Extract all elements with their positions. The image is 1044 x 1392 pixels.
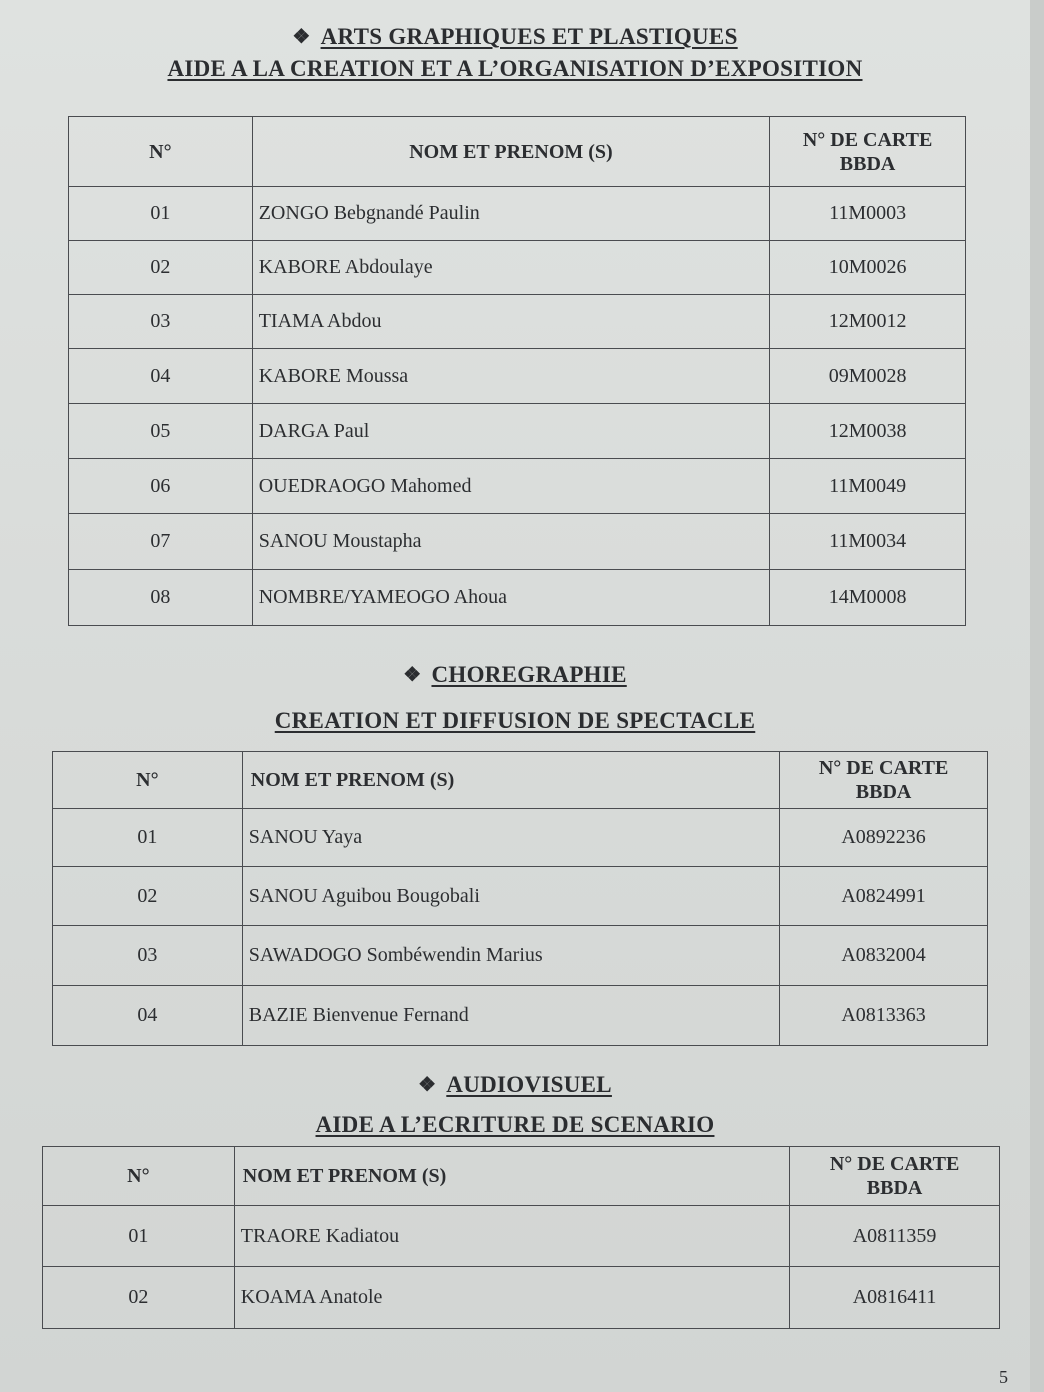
- row-card: 11M0049: [770, 459, 966, 514]
- row-name: SANOU Yaya: [242, 809, 779, 867]
- table-row: [53, 986, 988, 1046]
- table-row: [69, 295, 966, 349]
- header-card: N° DE CARTE BBDA: [780, 752, 988, 809]
- row-num: 01: [53, 809, 243, 867]
- row-name: ZONGO Bebgnandé Paulin: [252, 187, 769, 241]
- row-name: KABORE Moussa: [252, 349, 769, 404]
- row-num: 04: [69, 349, 253, 404]
- table-row: [69, 241, 966, 295]
- table-audiovisuel: [42, 1146, 1000, 1329]
- row-num: 06: [69, 459, 253, 514]
- header-num: N°: [53, 752, 243, 809]
- row-name: KOAMA Anatole: [234, 1267, 789, 1329]
- page-edge: [1030, 0, 1044, 1392]
- row-name: SANOU Moustapha: [252, 514, 769, 570]
- row-card: 11M0034: [770, 514, 966, 570]
- section-1-subtitle: AIDE A LA CREATION ET A L’ORGANISATION D’EXPOSITION: [167, 56, 863, 81]
- row-card: 11M0003: [770, 187, 966, 241]
- table-header-row: [43, 1147, 1000, 1206]
- table-row: [43, 1267, 1000, 1329]
- row-num: 05: [69, 404, 253, 459]
- table-row: [69, 187, 966, 241]
- header-card: N° DE CARTE BBDA: [770, 117, 966, 187]
- page-number: 5: [999, 1367, 1008, 1387]
- row-num: 03: [69, 295, 253, 349]
- row-name: BAZIE Bienvenue Fernand: [242, 986, 779, 1046]
- row-card: A0824991: [780, 867, 988, 926]
- table-row: [69, 459, 966, 514]
- row-name: OUEDRAOGO Mahomed: [252, 459, 769, 514]
- row-card: 10M0026: [770, 241, 966, 295]
- header-num: N°: [69, 117, 253, 187]
- table-row: [69, 570, 966, 626]
- section-2-title: ❖ CHOREGRAPHIE: [403, 662, 627, 687]
- table-row: [53, 867, 988, 926]
- row-name: KABORE Abdoulaye: [252, 241, 769, 295]
- row-num: 02: [69, 241, 253, 295]
- header-card: N° DE CARTE BBDA: [790, 1147, 1000, 1206]
- table-row: [53, 926, 988, 986]
- table-header-row: [69, 117, 966, 187]
- table-arts-graphiques: [68, 116, 966, 626]
- row-num: 01: [43, 1206, 235, 1267]
- row-name: DARGA Paul: [252, 404, 769, 459]
- section-3-title: ❖ AUDIOVISUEL: [418, 1072, 612, 1097]
- header-name: NOM ET PRENOM (S): [242, 752, 779, 809]
- header-name: NOM ET PRENOM (S): [234, 1147, 789, 1206]
- table-row: [69, 514, 966, 570]
- row-card: A0813363: [780, 986, 988, 1046]
- row-num: 02: [43, 1267, 235, 1329]
- header-name: NOM ET PRENOM (S): [252, 117, 769, 187]
- row-card: A0892236: [780, 809, 988, 867]
- row-card: 12M0038: [770, 404, 966, 459]
- table-row: [43, 1206, 1000, 1267]
- row-name: NOMBRE/YAMEOGO Ahoua: [252, 570, 769, 626]
- row-card: 14M0008: [770, 570, 966, 626]
- row-num: 08: [69, 570, 253, 626]
- diamond-bullet-icon: ❖: [418, 1074, 437, 1096]
- section-2-subtitle: CREATION ET DIFFUSION DE SPECTACLE: [274, 708, 756, 733]
- row-num: 01: [69, 187, 253, 241]
- row-card: 12M0012: [770, 295, 966, 349]
- row-num: 04: [53, 986, 243, 1046]
- row-name: TRAORE Kadiatou: [234, 1206, 789, 1267]
- row-name: SAWADOGO Sombéwendin Marius: [242, 926, 779, 986]
- table-row: [53, 809, 988, 867]
- row-name: TIAMA Abdou: [252, 295, 769, 349]
- row-card: A0816411: [790, 1267, 1000, 1329]
- table-header-row: [53, 752, 988, 809]
- row-name: SANOU Aguibou Bougobali: [242, 867, 779, 926]
- row-card: A0811359: [790, 1206, 1000, 1267]
- row-card: 09M0028: [770, 349, 966, 404]
- row-num: 07: [69, 514, 253, 570]
- diamond-bullet-icon: ❖: [292, 26, 311, 48]
- section-1-title: ❖ ARTS GRAPHIQUES ET PLASTIQUES: [292, 24, 738, 49]
- section-3-subtitle: AIDE A L’ECRITURE DE SCENARIO: [315, 1112, 715, 1137]
- diamond-bullet-icon: ❖: [403, 664, 422, 686]
- table-row: [69, 349, 966, 404]
- row-num: 02: [53, 867, 243, 926]
- row-card: A0832004: [780, 926, 988, 986]
- header-num: N°: [43, 1147, 235, 1206]
- table-choregraphie: [52, 751, 988, 1046]
- row-num: 03: [53, 926, 243, 986]
- table-row: [69, 404, 966, 459]
